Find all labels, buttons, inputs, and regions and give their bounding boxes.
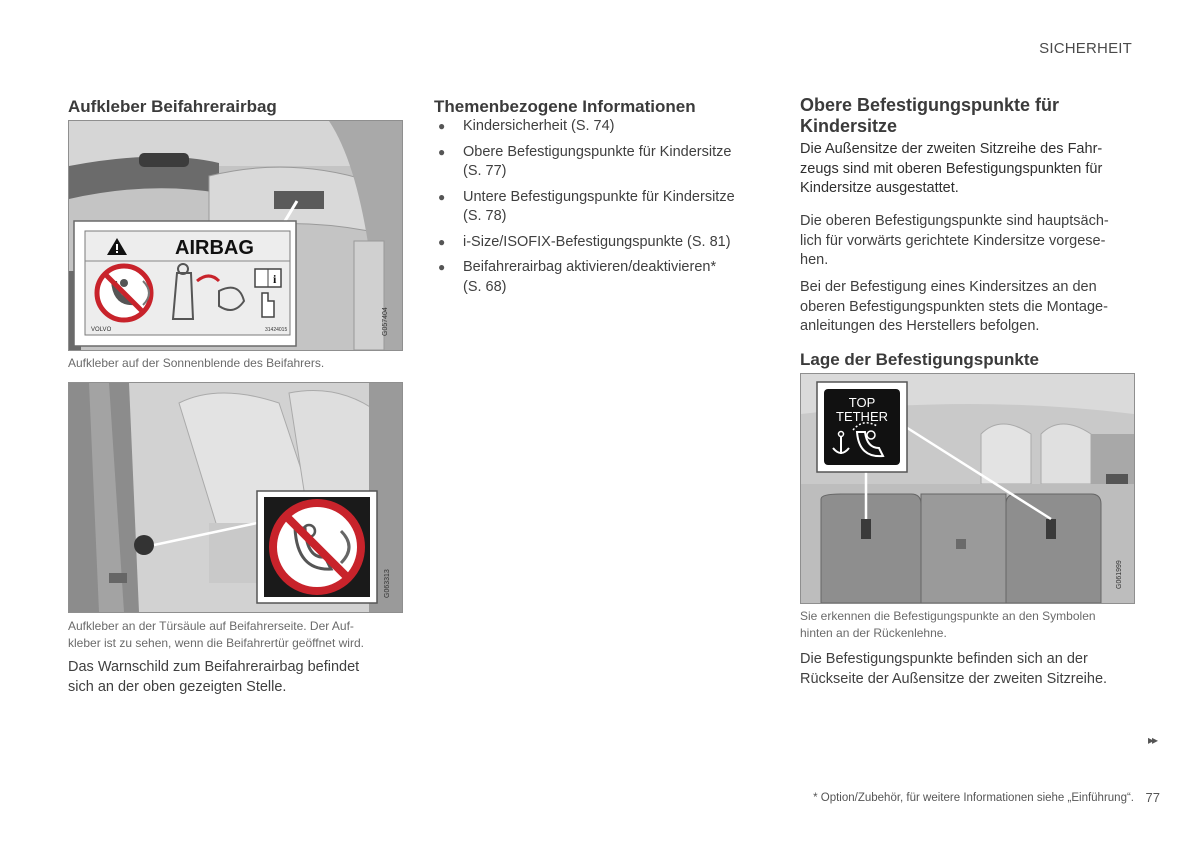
- caption-2: [68, 618, 408, 652]
- para-line: lich für vorwärts gerichtete Kindersitze vorgese-: [800, 232, 1106, 249]
- para-line: hen.: [800, 252, 829, 268]
- left-heading: Aufkleber Beifahrerairbag: [68, 97, 277, 116]
- link-text: (S. 68): [463, 278, 507, 295]
- link-text: Beifahrerairbag aktivieren/deaktivieren*: [463, 259, 717, 275]
- bullet-icon: ●: [438, 189, 446, 204]
- related-link-lower-anchors[interactable]: [434, 188, 764, 227]
- caption-3: [800, 608, 1150, 642]
- part-number: 31424015: [265, 327, 288, 333]
- para-line: Rückseite der Außensitze der zweiten Sitzreihe.: [800, 670, 1108, 687]
- bullet-icon: ●: [438, 260, 446, 274]
- continue-icon: ▸▸: [1148, 733, 1157, 747]
- right-lead-text: [800, 140, 1140, 199]
- caption-3-line: Sie erkennen die Befestigungspunkte an den Symbolen: [800, 609, 1096, 623]
- figure-id-1: G057404: [382, 307, 389, 336]
- figure-id-3: G061999: [1116, 560, 1123, 589]
- right-heading-line: Kindersitze: [800, 116, 898, 136]
- top-tether-figure: [800, 373, 1135, 604]
- related-link-isofix[interactable]: [434, 233, 764, 253]
- link-text: (S. 78): [463, 208, 507, 224]
- related-link-upper-anchors[interactable]: [434, 143, 764, 182]
- brand-mark: VOLVO: [91, 327, 112, 333]
- body-line: sich an der oben gezeigten Stelle.: [68, 678, 287, 695]
- caption-2-line: kleber ist zu sehen, wenn die Beifahrertür geöffnet wird.: [68, 636, 364, 650]
- bullet-icon: ●: [438, 144, 446, 159]
- related-info-heading: Themenbezogene Informationen: [434, 97, 696, 116]
- location-subheading: Lage der Befestigungspunkte: [800, 350, 1039, 369]
- caption-2-line: Aufkleber an der Türsäule auf Beifahrerseite. Der Auf-: [68, 619, 354, 633]
- sunvisor-airbag-figure: [68, 120, 403, 351]
- rear-seats-illustration: [801, 374, 1134, 603]
- right-paragraph-2: [800, 278, 1140, 337]
- para-line: Bei der Befestigung eines Kindersitzes an den: [800, 279, 1097, 295]
- related-link-airbag-toggle[interactable]: [434, 258, 764, 297]
- svg-text:i: i: [273, 272, 277, 286]
- left-body-text: [68, 658, 408, 697]
- link-text: Kindersicherheit (S. 74): [463, 118, 615, 134]
- para-line: anleitungen des Herstellers befolgen.: [800, 318, 1040, 334]
- bullet-icon: ●: [438, 234, 446, 249]
- bullet-icon: ●: [438, 119, 446, 133]
- related-link-kindersicherheit[interactable]: [434, 117, 764, 137]
- right-heading: [800, 95, 1140, 137]
- footnote: * Option/Zubehör, für weitere Informationen siehe „Einführung“.: [813, 792, 1134, 804]
- link-text: Untere Befestigungspunkte für Kindersitze: [463, 188, 735, 205]
- para-line: Die Befestigungspunkte befinden sich an der: [800, 651, 1088, 667]
- lead-line: Die Außensitze der zweiten Sitzreihe des Fahr-: [800, 141, 1103, 157]
- caption-3-line: hinten an der Rückenlehne.: [800, 626, 947, 640]
- door-pillar-illustration: [69, 383, 402, 612]
- section-label: SICHERHEIT: [1039, 40, 1132, 57]
- right-paragraph-3: [800, 650, 1150, 689]
- figure-id-2: G063313: [384, 569, 391, 598]
- top-tether-line-1: TOP: [848, 395, 876, 410]
- sunvisor-illustration: [69, 121, 402, 350]
- top-tether-line-2: TETHER: [836, 409, 888, 424]
- no-child-seat-icon: [97, 266, 151, 320]
- body-line: Das Warnschild zum Beifahrerairbag befindet: [68, 659, 360, 675]
- link-text: i-Size/ISOFIX-Befestigungspunkte (S. 81): [463, 233, 731, 250]
- link-text: Obere Befestigungspunkte für Kindersitze: [463, 143, 732, 160]
- right-heading-line: Obere Befestigungspunkte für: [800, 95, 1060, 115]
- page-number: 77: [1145, 790, 1160, 805]
- door-pillar-figure: [68, 382, 403, 613]
- airbag-label: AIRBAG: [175, 237, 254, 259]
- para-line: Die oberen Befestigungspunkte sind hauptsäch-: [800, 213, 1109, 229]
- right-paragraph-1: [800, 212, 1140, 271]
- related-info-list: [434, 117, 764, 303]
- lead-line: Kindersitze ausgestattet.: [800, 180, 959, 196]
- caption-1: Aufkleber auf der Sonnenblende des Beifahrers.: [68, 356, 325, 370]
- para-line: oberen Befestigungspunkten stets die Montage-: [800, 298, 1108, 315]
- link-text: (S. 77): [463, 163, 507, 179]
- lead-line: zeugs sind mit oberen Befestigungspunkten für: [800, 160, 1103, 177]
- no-child-seat-icon: [273, 503, 361, 591]
